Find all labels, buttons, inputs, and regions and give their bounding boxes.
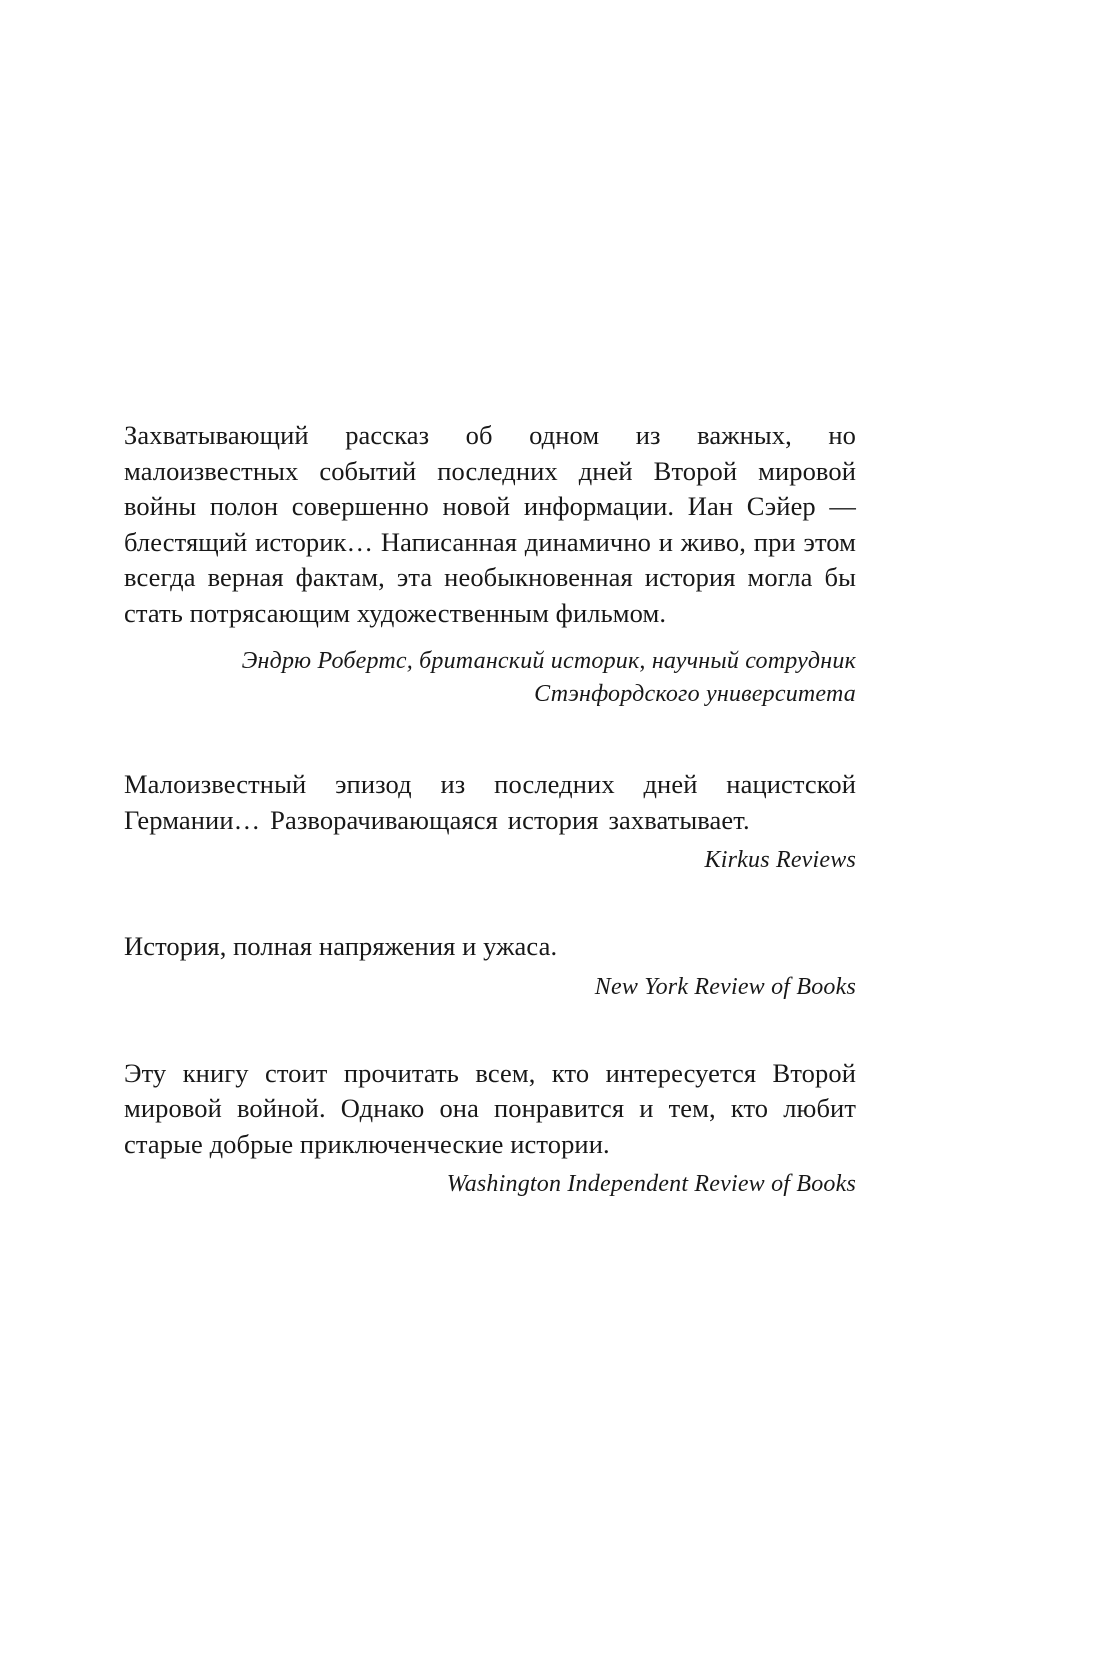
attribution-line: New York Review of Books — [594, 973, 856, 1000]
quote-attribution — [124, 1168, 856, 1201]
block-spacer — [124, 711, 856, 767]
block-spacer — [124, 877, 856, 929]
praise-content — [124, 418, 856, 1201]
attribution-line: Стэнфордского университета — [534, 681, 856, 707]
attribution-line: Эндрю Робертс, британский историк, научный сотрудник — [241, 648, 856, 674]
quote-attribution — [124, 844, 856, 877]
attribution-line: Kirkus Reviews — [704, 847, 856, 873]
quote-text: Захватывающий рассказ об одном из важных, но малоизвестных событий последних дней Второй мировой войны полон совершенно новой информации. Иан Сэйер — блестящий историк… Написанная динамично и живо, при этом всегда верная фактам, эта необыкновенная история могла бы стать потрясающим художественным фильмом. — [124, 420, 856, 628]
quote-text: Малоизвестный эпизод из последних дней нацистской Германии… Разворачивающаяся история захватывает. — [124, 769, 856, 835]
block-spacer — [124, 1004, 856, 1056]
quote-text: История, полная напряжения и ужаса. — [124, 931, 558, 961]
attribution-line: Washington Independent Review of Books — [446, 1171, 856, 1197]
quote-attribution — [124, 645, 856, 711]
quote-block-wirb — [124, 1056, 856, 1202]
quote-block-kirkus — [124, 767, 856, 877]
quote-block-roberts — [124, 418, 856, 711]
quote-attribution — [124, 971, 856, 1004]
quote-block-nyrb — [124, 929, 856, 1004]
quote-text: Эту книгу стоит прочитать всем, кто интересуется Второй мировой войной. Однако она понравится и тем, кто любит старые добрые приключенческие истории. — [124, 1057, 856, 1159]
